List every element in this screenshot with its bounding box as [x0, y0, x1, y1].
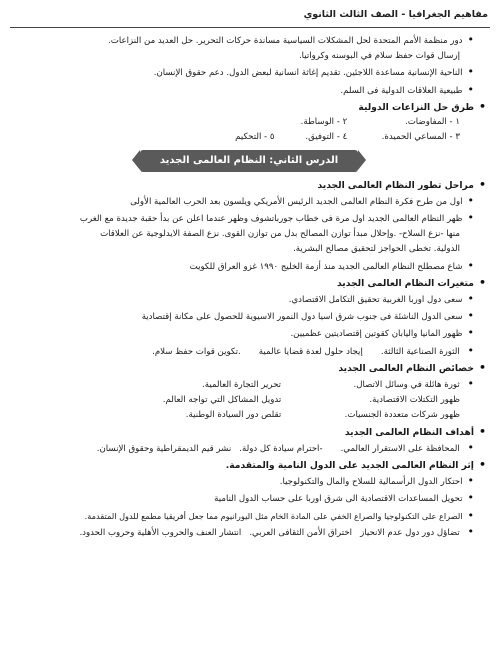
feature-row [12, 376, 486, 393]
section-heading: • مراحل تطور النظام العالمى الجديد [12, 177, 486, 193]
list-item-part: الثورة الصناعية الثالثة. [380, 346, 460, 357]
feature-row [12, 393, 486, 408]
goal-item: المحافظة على الاستقرار العالمي. [340, 443, 460, 454]
section-heading: • أهداف النظام العالمى الجديد [12, 424, 486, 440]
feature-row [12, 408, 486, 423]
list-item-continuation: الدولية. تخطى الحواجز لتحقيق مصالح البشرية. [293, 244, 460, 255]
methods-row-2 [12, 130, 486, 145]
lesson-banner-wrap [12, 150, 486, 171]
list-item [12, 524, 486, 541]
list-item: • ظهر النظام العالمى الجديد اول مرة فى خطاب جورباتشوف وظهر عندما اعلن عن بدأ حقبة جديدة مع الغرب [12, 210, 486, 227]
list-item: • احتكار الدول الرأسمالية للسلاح والمال والتكنولوجيا. [12, 473, 486, 490]
method-item: ١ - المفاوضات. [404, 117, 460, 128]
list-item [12, 343, 486, 360]
list-item-part: إيجاد حلول لعدة قضايا عالمية [258, 346, 363, 357]
method-item: ٣ - المساعي الحميدة. [381, 132, 460, 143]
feature-item: تدويل المشاكل التي تواجه العالم. [162, 395, 282, 406]
list-item-continuation: منها -نزع السلاح- .وإحلال مبدأ توازن المصالح بدل من توازن القوى. نزع الصفة الايدلوجية عن العلاقات [100, 229, 460, 240]
list-item: • سعى الدول الناشئة فى جنوب شرق اسيا دول النمور الاسيوية للحصول على مكانة إقتصادية [12, 308, 486, 325]
goal-item: -احترام سيادة كل دولة. [239, 443, 323, 454]
feature-item: ظهور التكتلات الاقتصادية. [369, 395, 460, 406]
page-header [10, 6, 490, 28]
section-heading: • إثر النظام العالمى الجديد على الدول النامية والمتقدمة. [12, 457, 486, 473]
feature-item: تقلص دور السيادة الوطنية. [185, 410, 282, 421]
section-heading: • طرق حل النزاعات الدولية [12, 99, 486, 115]
list-item: • سعى دول اوربا الغربية تحقيق التكامل الاقتصادي. [12, 291, 486, 308]
list-item: • طبيعية العلاقات الدولية فى السلم. [12, 82, 486, 99]
lesson-banner: الدرس الثاني: النظام العالمى الجديد [140, 150, 358, 171]
header-title: مفاهيم الجغرافيا - الصف الثالث الثانوي [303, 9, 488, 20]
list-item: • شاع مصطلح النظام العالمى الجديد منذ أزمة الخليج ١٩٩٠ غزو العراق للكويت [12, 258, 486, 275]
list-item-part: تضاؤل دور دول عدم الانحياز [360, 527, 460, 538]
method-item: ٤ - التوفيق. [305, 132, 348, 143]
list-item: • دور منظمة الأمم المتحدة لحل المشكلات السياسية مساندة حركات التحرير. حل العديد من النزاعات. [12, 32, 486, 49]
list-item: • الناحية الإنسانية مساعدة اللاجئين. تقديم إغاثة انسانية لبعض الدول. دعم حقوق الإنسان. [12, 64, 486, 81]
section-heading: • متغيرات النظام العالمى الجديد [12, 275, 486, 291]
goals-row [12, 440, 486, 457]
feature-item: ثورة هائلة في وسائل الاتصال. [353, 380, 460, 391]
list-item: • اول من طرح فكرة النظام العالمى الجديد الرئيس الأمريكي ويلسون بعد الحرب العالمية الأولى [12, 193, 486, 210]
list-item-continuation: إرسال قوات حفظ سلام في البوسنه وكرواتيا. [298, 51, 460, 62]
page-content [12, 32, 486, 541]
feature-item: ظهور شركات متعددة الجنسيات. [344, 410, 460, 421]
methods-row-1 [12, 115, 486, 130]
list-item: • ظهور المانيا واليابان كقوتين إقتصاديتين عظميين. [12, 325, 486, 342]
section-heading: • خصائص النظام العالمى الجديد [12, 360, 486, 376]
feature-item: تحرير التجارة العالمية. [202, 380, 282, 391]
list-item-part: اختراق الأمن الثقافى العربي. [249, 527, 353, 538]
list-item-part: انتشار العنف والحروب الأهلية وحروب الحدود. [79, 527, 242, 538]
goal-item: نشر قيم الديمقراطية وحقوق الإنسان. [96, 443, 232, 454]
list-item-part: .تكوين قوات حفظ سلام. [152, 346, 241, 357]
method-item: ٥ - التحكيم [235, 132, 275, 143]
list-item: • تحويل المساعدات الاقتصادية الى شرق اوربا على حساب الدول النامية [12, 490, 486, 507]
method-item: ٢ - الوساطة. [300, 117, 348, 128]
list-item: • الصراع على التكنولوجيا والصراع الخفي على المادة الخام مثل اليورانيوم مما جعل أفريقيا مطمع للدول المتقدمة. [12, 508, 486, 524]
